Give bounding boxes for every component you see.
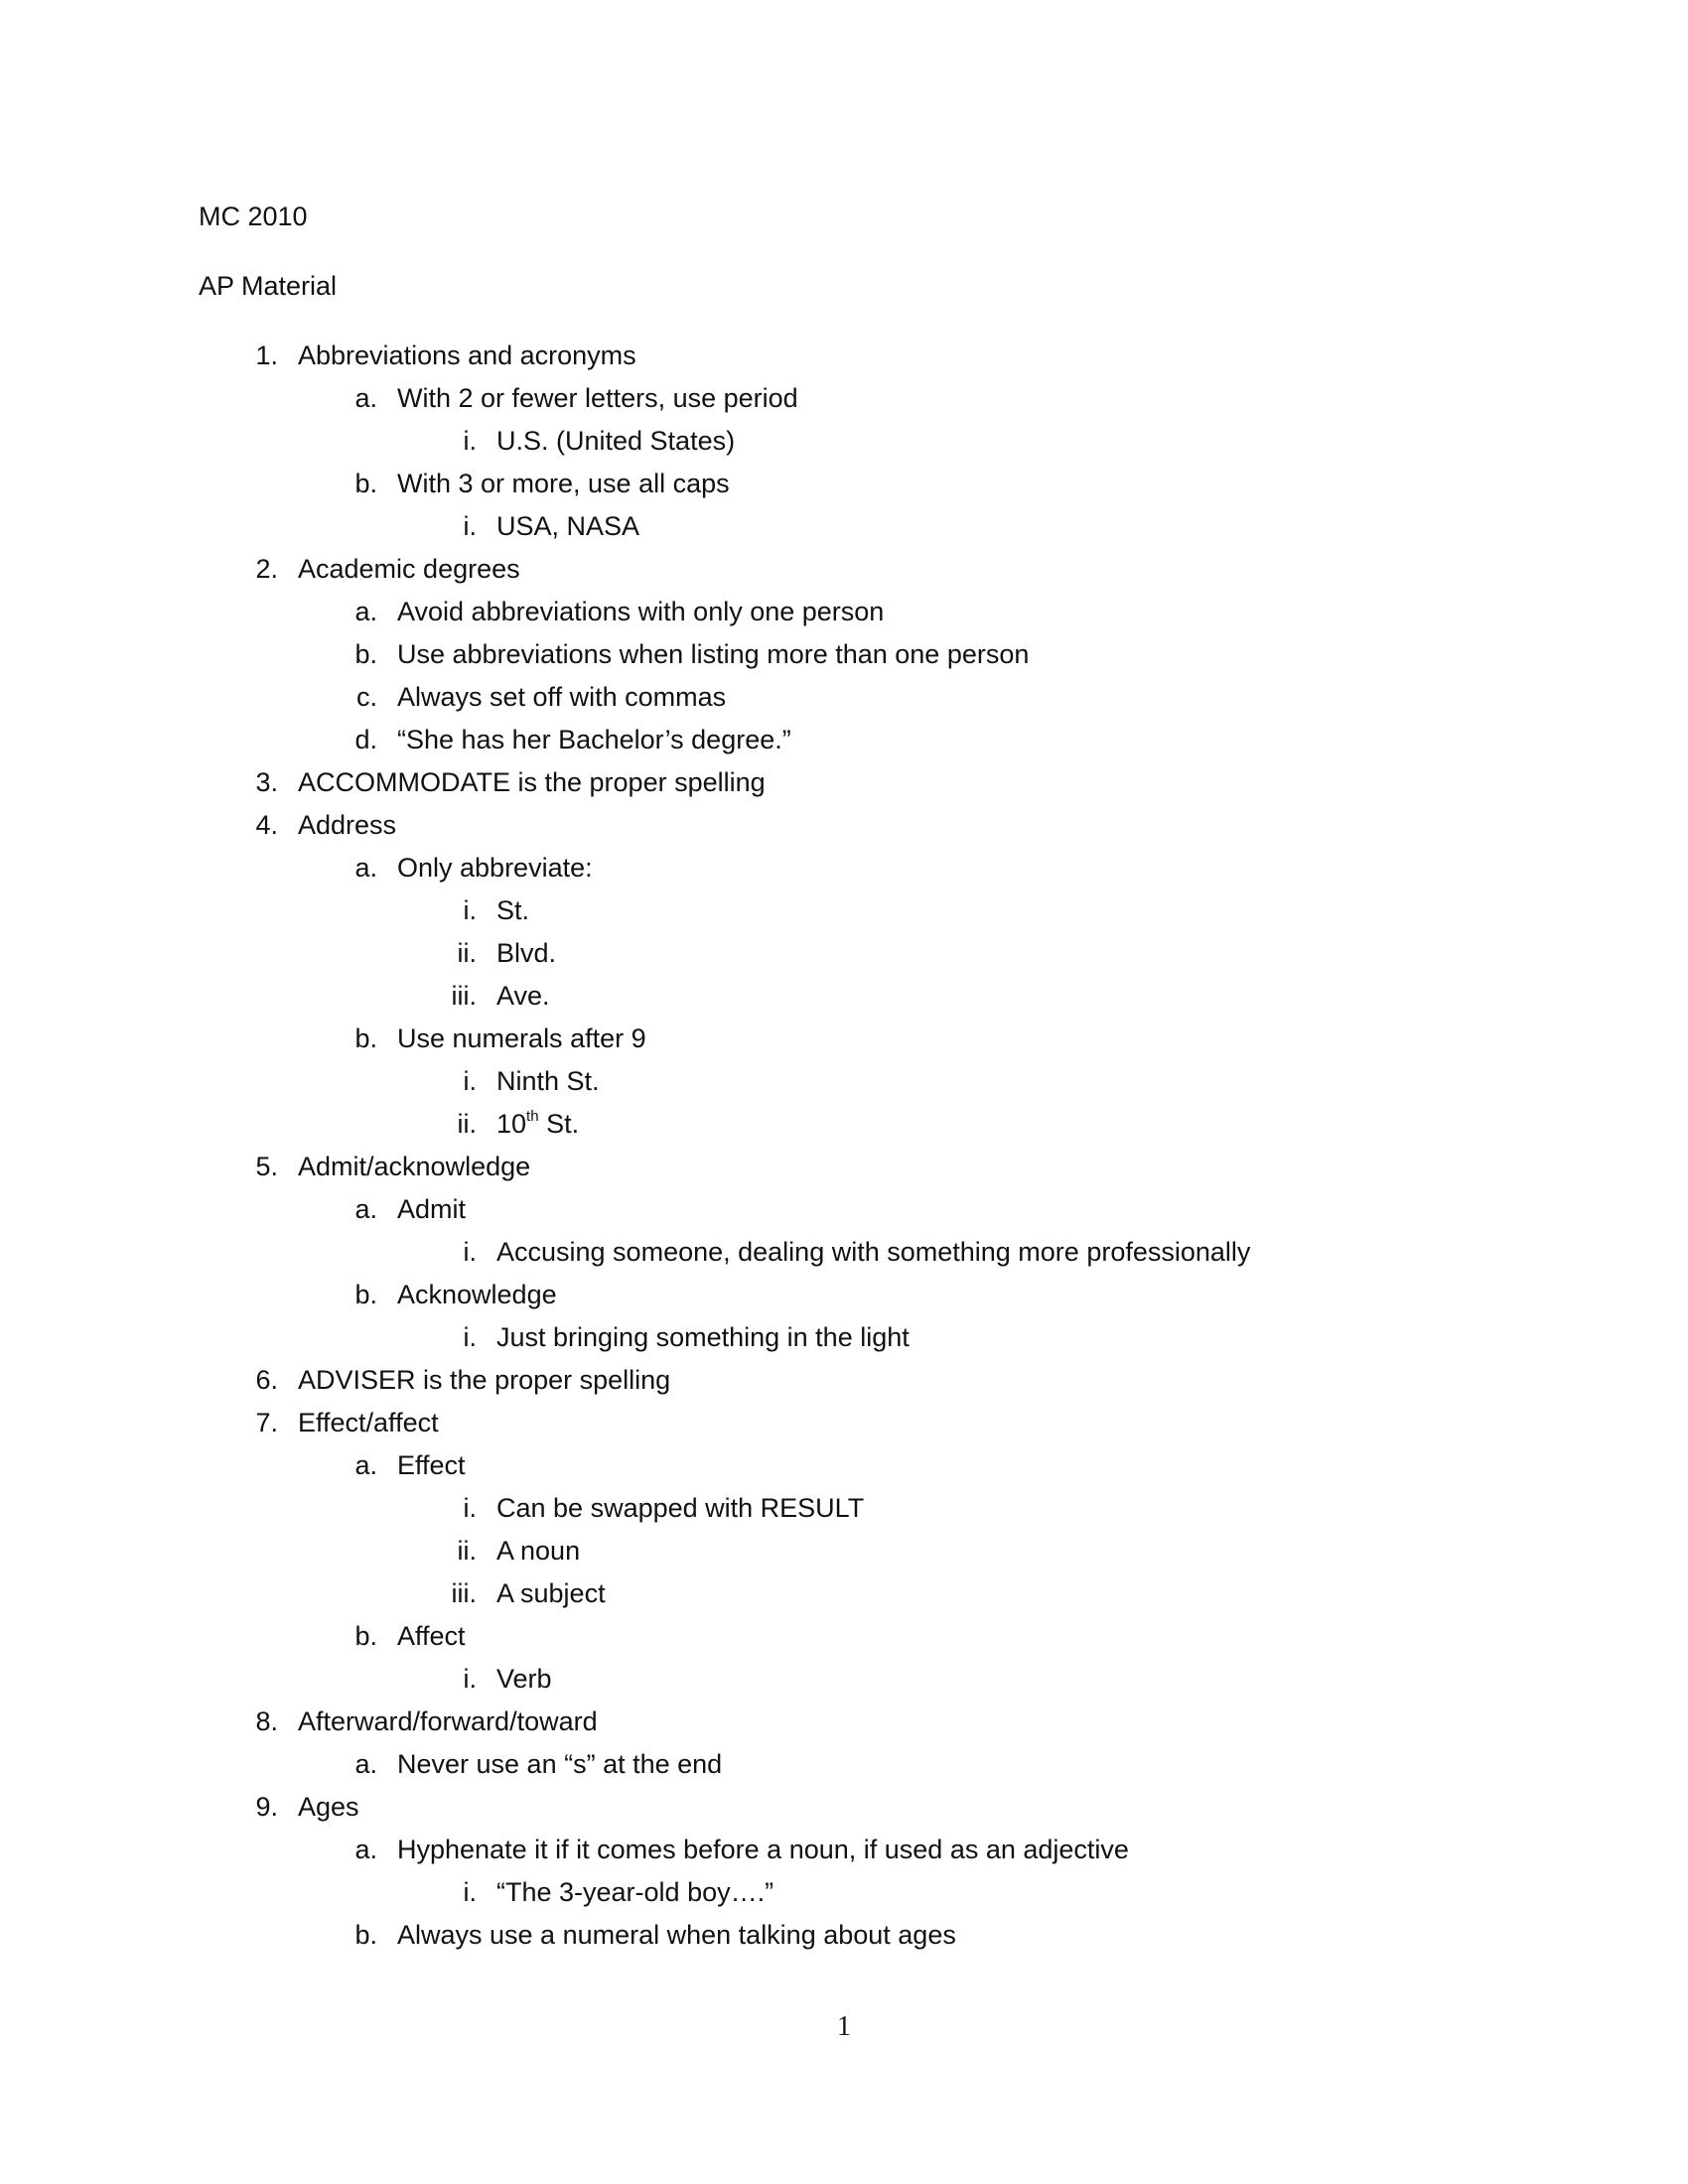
outline-item-marker: i. [463,895,477,925]
outline-item-text-main: Effect/affect [298,1408,439,1437]
outline-item-text [298,553,520,585]
outline-item-level-1 [0,1791,1688,1834]
outline-item-text [496,1663,552,1695]
outline-item-level-2 [0,1193,1688,1236]
outline-item-level-1 [0,553,1688,596]
outline-item-text [298,340,636,371]
outline-item-text-main: Affect [397,1621,466,1651]
outline-item-marker: 8. [255,1706,278,1736]
outline-item-level-2 [0,1023,1688,1065]
outline-item-text-main: Just bringing something in the light [496,1322,910,1352]
outline-item-level-1 [0,1706,1688,1748]
outline-item-marker: 9. [255,1792,278,1822]
outline-item-text-main: Always set off with commas [397,682,727,712]
document-title: MC 2010 [199,202,308,231]
outline-item-marker: b. [354,469,377,498]
outline-item-level-3 [0,894,1688,937]
outline-item-text [496,1492,864,1524]
outline-item-level-3 [0,425,1688,468]
outline-item-text-main: Use abbreviations when listing more than one person [397,639,1030,669]
outline-item-marker: iii. [451,981,477,1011]
outline-item-marker: a. [354,1194,377,1224]
outline-item-text [397,1620,466,1652]
outline-item-level-1 [0,1151,1688,1193]
outline-item-text-main: Admit [397,1194,467,1224]
outline-item-text [496,1065,600,1097]
outline-item-text [397,382,798,414]
outline-item-text [397,681,726,713]
outline-item-text [397,1834,1129,1865]
outline-item-marker: a. [354,383,377,413]
outline-item-level-3 [0,1876,1688,1919]
outline-item-level-1 [0,340,1688,382]
outline-item-marker: i. [463,1877,477,1907]
outline-item-text [496,510,639,542]
outline-item-text-main: Blvd. [496,938,557,968]
outline-item-text [496,1108,579,1140]
ordinal-suffix: th [526,1108,539,1125]
outline-item-level-2 [0,1834,1688,1876]
outline-item-level-3 [0,1663,1688,1706]
outline-item-text-main: Academic degrees [298,554,520,584]
outline-item-level-2 [0,382,1688,425]
outline-item-text-main: Verb [496,1664,552,1694]
outline-item-text [397,1748,722,1780]
outline-item-text [496,980,550,1012]
outline-item-marker: ii. [457,938,477,968]
outline-list [0,340,1688,1962]
outline-item-text [298,1791,359,1823]
outline-item-text-main: ADVISER is the proper spelling [298,1365,671,1395]
outline-item-level-1 [0,809,1688,852]
outline-item-level-3 [0,1065,1688,1108]
outline-item-text [496,1577,606,1609]
outline-item-marker: b. [354,639,377,669]
outline-item-level-2 [0,1620,1688,1663]
outline-item-text [298,1364,670,1396]
outline-item-text-main: St. [496,895,530,925]
outline-item-text-main: USA, NASA [496,511,640,541]
outline-item-text [298,766,766,798]
outline-item-level-3 [0,980,1688,1023]
outline-item-marker: i. [463,1664,477,1694]
outline-item-text-main: With 3 or more, use all caps [397,469,730,498]
outline-item-text-main: Admit/acknowledge [298,1152,531,1181]
outline-item-marker: a. [354,1450,377,1480]
outline-item-text [397,1279,557,1310]
outline-item-marker: 5. [255,1152,278,1181]
outline-item-text-main: “She has her Bachelor’s degree.” [397,725,791,754]
outline-item-marker: a. [354,1749,377,1779]
outline-item-text [496,1321,910,1353]
outline-item-text-main: Ages [298,1792,359,1822]
outline-item-text [298,809,396,841]
outline-item-text-main: Acknowledge [397,1280,557,1309]
outline-item-marker: b. [354,1621,377,1651]
outline-item-text [397,468,730,499]
outline-item-text-main: Afterward/forward/toward [298,1706,598,1736]
outline-item-text-main: Hyphenate it if it comes before a noun, if used as an adjective [397,1835,1129,1864]
outline-item-marker: a. [354,853,377,883]
outline-item-level-2 [0,638,1688,681]
outline-item-text [496,1236,1250,1268]
outline-item-text [496,425,735,457]
outline-item-marker: ii. [457,1109,477,1139]
outline-item-level-3 [0,1535,1688,1577]
outline-item-text-main: Ave. [496,981,550,1011]
outline-item-marker: i. [463,1066,477,1096]
outline-item-text [397,1449,466,1481]
outline-item-level-3 [0,1236,1688,1279]
outline-item-text [298,1706,598,1737]
outline-item-marker: 7. [255,1408,278,1437]
outline-item-text [298,1151,530,1182]
outline-item-level-1 [0,766,1688,809]
outline-item-text-main: A subject [496,1578,606,1608]
outline-item-text-main: Never use an “s” at the end [397,1749,723,1779]
outline-item-text [397,1023,646,1054]
outline-item-text-main: Effect [397,1450,466,1480]
outline-item-level-3 [0,1321,1688,1364]
outline-item-level-3 [0,1108,1688,1151]
outline-item-marker: 6. [255,1365,278,1395]
outline-item-text-main: Always use a numeral when talking about ages [397,1920,956,1950]
outline-item-text [298,1407,439,1438]
outline-item-text [496,937,556,969]
outline-item-marker: i. [463,426,477,456]
outline-item-marker: a. [354,1835,377,1864]
outline-item-marker: b. [354,1024,377,1053]
outline-item-marker: 3. [255,767,278,797]
outline-item-text [496,894,529,926]
outline-item-marker: i. [463,1237,477,1267]
outline-item-text-main: Can be swapped with RESULT [496,1493,865,1523]
outline-item-level-2 [0,724,1688,766]
outline-item-level-2 [0,852,1688,894]
outline-item-level-3 [0,1577,1688,1620]
outline-item-text-main: 10 [496,1109,527,1139]
outline-item-marker: 2. [255,554,278,584]
outline-item-marker: b. [354,1920,377,1950]
outline-item-level-3 [0,937,1688,980]
outline-item-text-after: St. [538,1109,580,1139]
outline-item-marker: d. [354,725,377,754]
outline-item-level-2 [0,1449,1688,1492]
outline-item-text-main: A noun [496,1536,581,1566]
outline-item-text [496,1535,580,1567]
outline-item-text-main: “The 3-year-old boy….” [496,1877,774,1907]
outline-item-text [397,852,593,884]
page-number: 1 [837,2011,851,2042]
outline-item-marker: 4. [255,810,278,840]
outline-item-text [397,1919,956,1951]
outline-item-text [397,638,1029,670]
outline-item-level-3 [0,1492,1688,1535]
outline-item-level-2 [0,1748,1688,1791]
outline-item-marker: i. [463,1322,477,1352]
outline-item-text [397,1193,466,1225]
outline-item-marker: 1. [255,341,278,370]
outline-item-level-1 [0,1364,1688,1407]
outline-item-text-main: Accusing someone, dealing with something more professionally [496,1237,1251,1267]
outline-item-marker: i. [463,511,477,541]
outline-item-marker: a. [354,597,377,626]
outline-item-text [397,596,884,627]
outline-item-marker: c. [355,682,377,712]
outline-item-marker: i. [463,1493,477,1523]
outline-item-level-2 [0,1279,1688,1321]
outline-item-text-main: With 2 or fewer letters, use period [397,383,798,413]
outline-item-text-main: Abbreviations and acronyms [298,341,636,370]
outline-item-text-main: Ninth St. [496,1066,600,1096]
outline-item-text-main: Avoid abbreviations with only one person [397,597,885,626]
outline-item-text [397,724,791,755]
outline-item-level-2 [0,1919,1688,1962]
outline-item-text-main: Only abbreviate: [397,853,593,883]
outline-item-text-main: U.S. (United States) [496,426,736,456]
document-subtitle: AP Material [199,271,338,301]
outline-item-marker: iii. [451,1578,477,1608]
outline-item-text-main: ACCOMMODATE is the proper spelling [298,767,766,797]
outline-item-marker: b. [354,1280,377,1309]
outline-item-level-2 [0,681,1688,724]
outline-item-level-2 [0,468,1688,510]
outline-item-text-main: Address [298,810,397,840]
outline-item-level-3 [0,510,1688,553]
outline-item-text [496,1876,774,1908]
outline-item-level-1 [0,1407,1688,1449]
outline-item-text-main: Use numerals after 9 [397,1024,646,1053]
outline-item-marker: ii. [457,1536,477,1566]
outline-item-level-2 [0,596,1688,638]
